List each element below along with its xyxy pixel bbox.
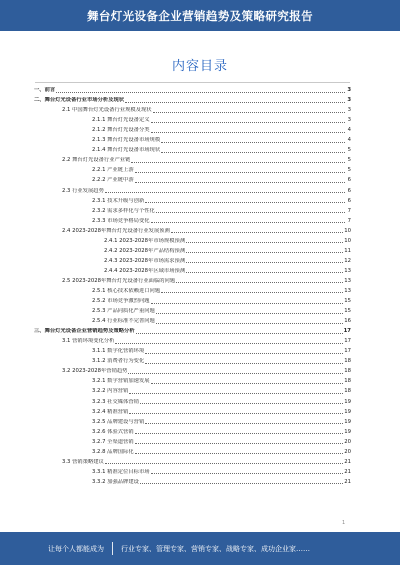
toc-dot-leader [153, 112, 345, 113]
toc-entry-page: 10 [344, 237, 351, 244]
toc-entry-page: 15 [344, 298, 351, 305]
toc-entry[interactable] [34, 345, 351, 355]
toc-entry-page: 17 [343, 328, 351, 335]
toc-entry-text: 2.5.3 产品同质化严重问题 [92, 308, 155, 315]
toc-dot-leader [151, 303, 344, 304]
toc-dot-leader [186, 242, 343, 243]
toc-entry[interactable] [34, 355, 351, 365]
toc-entry-text: 2.2.2 产业链中游 [92, 177, 134, 184]
toc-entry-page: 19 [344, 418, 351, 425]
toc-entry-text: 2.1.4 舞台灯光设备市场现状 [92, 147, 161, 154]
toc-entry-text: 2.1 中国舞台灯光设备行业规模及现状 [62, 107, 152, 114]
toc-dot-leader [156, 323, 343, 324]
toc-dot-leader [176, 282, 343, 283]
toc-entry[interactable] [34, 255, 351, 265]
toc-entry[interactable] [34, 436, 351, 446]
toc-entry-text: 一、前言 [34, 87, 56, 94]
toc-entry-text: 2.1.2 舞台灯光设备分类 [92, 127, 150, 134]
toc-dot-leader [151, 383, 344, 384]
toc-entry-text: 3.3.2 加强品牌建设 [92, 478, 139, 485]
toc-entry-page: 3 [347, 97, 351, 104]
toc-entry[interactable] [34, 195, 351, 205]
toc-dot-leader [105, 463, 343, 464]
toc-dot-leader [171, 232, 343, 233]
toc-entry-text: 3.2.3 社交媒体营销 [92, 398, 139, 405]
toc-entry-page: 13 [344, 277, 351, 284]
footer-divider [112, 542, 113, 555]
toc-entry-page: 21 [344, 478, 351, 485]
toc-entry[interactable] [34, 205, 351, 215]
toc-entry-text: 2.3.3 市场竞争格局变化 [92, 217, 150, 224]
table-of-contents [34, 84, 351, 486]
toc-entry-page: 17 [344, 348, 351, 355]
toc-entry-page: 6 [347, 187, 351, 194]
toc-entry-page: 19 [344, 408, 351, 415]
toc-dot-leader [186, 252, 343, 253]
toc-heading: 内容目录 [171, 59, 228, 74]
toc-entry-text: 2.5.1 核心技术依赖进口问题 [92, 287, 161, 294]
toc-entry-text: 二、舞台灯光设备行业市场分析及现状 [34, 97, 125, 104]
toc-entry[interactable] [34, 426, 351, 436]
toc-dot-leader [186, 262, 343, 263]
toc-dot-leader [151, 122, 345, 123]
toc-entry-page: 18 [344, 388, 351, 395]
toc-entry[interactable] [34, 134, 351, 144]
toc-entry[interactable] [34, 466, 351, 476]
toc-entry-page: 13 [344, 267, 351, 274]
toc-dot-leader [140, 403, 343, 404]
toc-entry[interactable] [34, 225, 351, 235]
toc-dot-leader [151, 473, 344, 474]
toc-dot-leader [131, 162, 345, 163]
toc-entry-text: 3.1.1 数字化营销环境 [92, 348, 145, 355]
toc-entry-page: 17 [344, 338, 351, 345]
toc-dot-leader [128, 373, 343, 374]
toc-entry[interactable] [34, 385, 351, 395]
toc-entry[interactable] [34, 365, 351, 375]
toc-entry[interactable] [34, 395, 351, 405]
toc-entry[interactable] [34, 124, 351, 134]
toc-entry[interactable] [34, 94, 351, 104]
toc-dot-leader [156, 212, 345, 213]
toc-entry[interactable] [34, 295, 351, 305]
toc-dot-leader [105, 192, 345, 193]
toc-dot-leader [140, 483, 343, 484]
toc-entry[interactable] [34, 174, 351, 184]
toc-entry[interactable] [34, 416, 351, 426]
toc-dot-leader [129, 393, 343, 394]
toc-entry-page: 20 [344, 438, 351, 445]
toc-entry[interactable] [34, 456, 351, 466]
toc-entry-text: 3.2.2 内容营销 [92, 388, 129, 395]
toc-entry-page: 5 [347, 157, 351, 164]
toc-entry-page: 6 [347, 197, 351, 204]
toc-entry-text: 2.4.2 2023-2028年产品结构预测 [104, 247, 186, 254]
toc-entry-text: 三、舞台灯光设备企业营销趋势及策略分析 [34, 328, 135, 335]
toc-dot-leader [129, 413, 343, 414]
toc-entry-page: 4 [347, 137, 351, 144]
toc-entry-page: 19 [344, 428, 351, 435]
toc-entry-text: 3.1 营销环境变化分析 [62, 338, 115, 345]
toc-entry-page: 10 [344, 227, 351, 234]
toc-entry[interactable] [34, 114, 351, 124]
toc-dot-leader [151, 222, 345, 223]
toc-entry[interactable] [34, 476, 351, 486]
toc-entry[interactable] [34, 144, 351, 154]
toc-dot-leader [135, 433, 344, 434]
toc-entry-text: 3.3 营销策略建议 [62, 458, 104, 465]
toc-entry-page: 16 [344, 318, 351, 325]
toc-entry-text: 2.5.4 行业标准不完善问题 [92, 318, 155, 325]
toc-dot-leader [135, 172, 345, 173]
toc-dot-leader [186, 272, 343, 273]
toc-dot-leader [115, 343, 343, 344]
toc-entry-text: 2.1.1 舞台灯光设备定义 [92, 117, 150, 124]
toc-entry-text: 3.2.6 体验式营销 [92, 428, 134, 435]
toc-entry-text: 2.5.2 市场竞争激烈问题 [92, 298, 150, 305]
toc-entry-text: 2.3.2 需求多样化与个性化 [92, 207, 155, 214]
toc-dot-leader [136, 333, 343, 334]
toc-entry[interactable] [34, 335, 351, 345]
toc-entry[interactable] [34, 375, 351, 385]
toc-entry-page: 21 [344, 458, 351, 465]
toc-dot-leader [135, 443, 344, 444]
toc-entry-page: 6 [347, 177, 351, 184]
toc-entry-text: 2.4 2023-2028年舞台灯光设备行业发展预测 [62, 227, 170, 234]
toc-entry[interactable] [34, 325, 351, 335]
toc-entry-page: 3 [347, 107, 351, 114]
toc-entry-text: 3.1.2 消费者行为变化 [92, 358, 145, 365]
toc-entry-text: 3.2.8 品牌国际化 [92, 448, 134, 455]
toc-entry[interactable] [34, 265, 351, 275]
toc-entry[interactable] [34, 215, 351, 225]
toc-entry-page: 4 [347, 127, 351, 134]
toc-entry[interactable] [34, 164, 351, 174]
report-header-bar [0, 0, 400, 31]
toc-entry-text: 2.1.3 舞台灯光设备市场规模 [92, 137, 161, 144]
toc-dot-leader [125, 102, 345, 103]
toc-entry-page: 3 [347, 87, 351, 94]
toc-entry[interactable] [34, 406, 351, 416]
toc-entry-text: 3.2.4 精准营销 [92, 408, 129, 415]
toc-entry-text: 3.2.1 数字营销加速发展 [92, 378, 150, 385]
toc-entry[interactable] [34, 245, 351, 255]
toc-entry-page: 7 [347, 207, 351, 214]
toc-entry-page: 21 [344, 468, 351, 475]
toc-entry-text: 3.3.1 精准定位目标市场 [92, 468, 150, 475]
toc-entry[interactable] [34, 235, 351, 245]
toc-entry-page: 7 [347, 217, 351, 224]
toc-entry-page: 3 [347, 117, 351, 124]
toc-dot-leader [145, 353, 343, 354]
toc-dot-leader [135, 182, 345, 183]
toc-entry[interactable] [34, 305, 351, 315]
footer-bar [0, 532, 400, 565]
toc-dot-leader [145, 202, 345, 203]
toc-entry-page: 15 [344, 308, 351, 315]
toc-entry-page: 18 [344, 378, 351, 385]
toc-entry-page: 19 [344, 398, 351, 405]
toc-entry-text: 3.2.7 全渠道营销 [92, 438, 134, 445]
toc-entry-page: 5 [347, 167, 351, 174]
toc-dot-leader [145, 423, 343, 424]
toc-entry[interactable] [34, 285, 351, 295]
toc-entry-page: 18 [344, 358, 351, 365]
toc-entry[interactable] [34, 104, 351, 114]
page-number: 1 [342, 520, 346, 526]
toc-entry[interactable] [34, 154, 351, 164]
toc-entry-page: 20 [344, 448, 351, 455]
toc-dot-leader [56, 92, 345, 93]
toc-entry-page: 13 [344, 287, 351, 294]
toc-dot-leader [161, 292, 343, 293]
toc-dot-leader [145, 363, 343, 364]
toc-entry-text: 2.5 2023-2028年舞台灯光设备行业面临的问题 [62, 277, 176, 284]
toc-entry-page: 12 [344, 257, 351, 264]
toc-entry[interactable] [34, 315, 351, 325]
toc-entry[interactable] [34, 446, 351, 456]
toc-entry-text: 2.2 舞台灯光设备行业产业链 [62, 157, 131, 164]
toc-dot-leader [135, 453, 344, 454]
toc-dot-leader [161, 142, 345, 143]
toc-entry-page: 18 [344, 368, 351, 375]
toc-entry-text: 2.4.4 2023-2028年区域市场预测 [104, 267, 186, 274]
toc-entry[interactable] [34, 275, 351, 285]
toc-dot-leader [151, 132, 345, 133]
toc-entry-text: 2.3.1 技术升级与创新 [92, 197, 145, 204]
report-title: 舞台灯光设备企业营销趋势及策略研究报告 [86, 8, 314, 23]
footer-slogan: 让每个人都能成为 [48, 544, 104, 553]
toc-dot-leader [161, 152, 345, 153]
toc-entry-text: 2.2.1 产业链上游 [92, 167, 134, 174]
toc-entry-text: 2.4.3 2023-2028年市场需求预测 [104, 257, 186, 264]
toc-heading-divider [35, 82, 350, 83]
toc-entry-text: 2.4.1 2023-2028年市场规模预测 [104, 237, 186, 244]
toc-entry[interactable] [34, 84, 351, 94]
toc-entry-text: 2.3 行业发展趋势 [62, 187, 104, 194]
toc-entry-page: 11 [344, 247, 351, 254]
toc-entry-text: 3.2.5 品牌建设与营销 [92, 418, 145, 425]
toc-entry-page: 5 [347, 147, 351, 154]
toc-dot-leader [156, 313, 343, 314]
footer-tagline: 行业专家、管理专家、营销专家、战略专家、成功企业家…… [121, 544, 310, 553]
toc-entry[interactable] [34, 184, 351, 194]
toc-entry-text: 3.2 2023-2028年营销趋势 [62, 368, 128, 375]
